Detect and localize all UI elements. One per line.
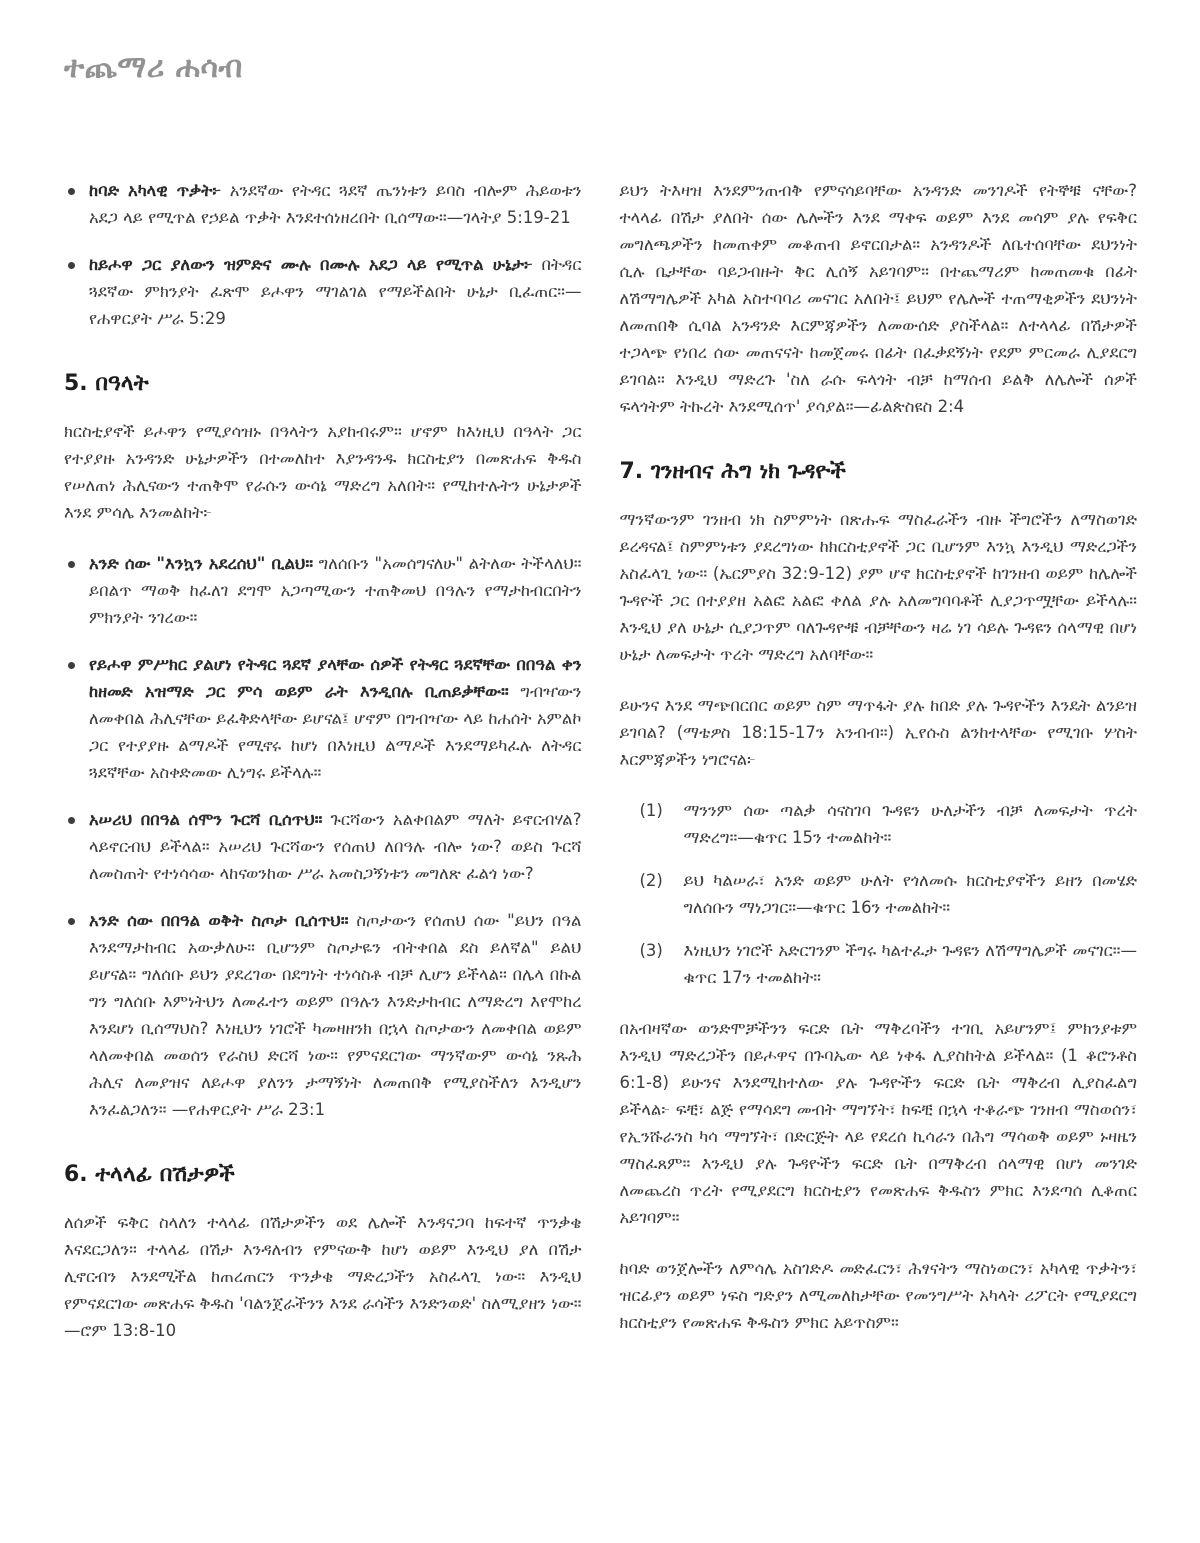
bullet-text: በትዳር ጓደኛው ምክንያት ፈጽሞ ይሖዋን ማገልገል የማይችልበት ሁኔታ ቢፈጠር።—የሐዋርያት ሥራ 5:29 xyxy=(89,255,582,328)
bullet-lead: አንድ ሰው በበዓል ወቅት ስጦታ ቢሰጥህ። xyxy=(89,911,349,930)
section6-body: ለሰዎች ፍቅር ስላለን ተላላፊ በሽታዎችን ወደ ሌሎች እንዳናጋባ ከፍተኛ ጥንቃቄ እናደርጋለን። ተላላፊ በሽታ እንዳለብን የምናውቅ ከሆነ ወይም እንዲህ ያለ በሽታ ሊኖርብን እንደሚችል ከጠረጠርን ጥንቃቄ ማድረጋችን አስፈላጊ ነው። እንዲህ የምናደርገው መጽሐፍ ቅዱስ 'ባልንጀራችንን እንደ ራሳችን እንድንወድ' ስለሚያዘን ነው።—ሮም 13:8-10 xyxy=(64,1213,582,1340)
section5-intro: ክርስቲያኖች ይሖዋን የሚያሳዝኑ በዓላትን አያከብሩም። ሆኖም ከእነዚህ በዓላት ጋር የተያያዙ አንዳንድ ሁኔታዎችን በተመለከተ እያንዳንዱ ክርስቲያን በመጽሐፍ ቅዱስ የሠለጠነ ሕሊናውን ተጠቅሞ የራሱን ውሳኔ ማድረግ አለበት። የሚከተሉትን ሁኔታዎች እንደ ምሳሌ እንመልከት፦ xyxy=(64,422,582,522)
bullet-item xyxy=(64,651,582,786)
section7-paragraph-3: በአብዛኛው ወንድሞቻችንን ፍርድ ቤት ማቅረባችን ተገቢ አይሆንም፤ ምክንያቱም እንዲህ ማድረጋችን በይሖዋና በጉባኤው ላይ ነቀፋ ሊያስከትል ይችላል። (1 ቆሮንቶስ 6:1-8) ይሁንና እንደሚከተለው ያሉ ጉዳዮችን ፍርድ ቤት ማቅረብ ሊያስፈልግ ይችላል፦ ፍቺ፣ ልጅ የማሳደግ መብት ማግኘት፣ ከፍቺ በኋላ ተቆራጭ ገንዘብ ማስወሰን፣ የኢንሹራንስ ካሳ ማግኘት፣ በድርጅት ላይ የደረሰ ኪሳራን በሕግ ማሳወቅ ወይም ኑዛዜን ማስፈጸም። እንዲህ ያሉ ጉዳዮችን ፍርድ ቤት በማቅረብ ሰላማዊ በሆነ መንገድ ለመጨረስ ጥረት የሚያደርግ ክርስቲያን የመጽሐፍ ቅዱስን ምክር እንደጣሰ ሊቆጠር አይገባም። xyxy=(619,1019,1137,1227)
step-text: እነዚህን ነገሮች አድርገንም ችግሩ ካልተፈታ ጉዳዩን ለሽማግሌዎች መናገር።—ቁጥር 17ን ተመልከት። xyxy=(683,941,1137,987)
step-number: (2) xyxy=(639,871,663,890)
step-text: ይህ ካልሠራ፣ አንድ ወይም ሁለት የጎለመሱ ክርስቲያኖችን ይዘን በመሄድ ግለሰቡን ማነጋገር።—ቁጥር 16ን ተመልከት። xyxy=(683,871,1137,917)
bullet-item xyxy=(64,806,582,887)
step-number: (1) xyxy=(639,801,663,820)
bullet-lead: አንድ ሰው "እንኳን አደረሰህ" ቢልህ። xyxy=(89,554,314,573)
step-item xyxy=(622,867,1138,921)
step-text: ማንንም ሰው ጣልቃ ሳናስገባ ጉዳዩን ሁለታችን ብቻ ለመፍታት ጥረት ማድረግ።—ቁጥር 15ን ተመልከት። xyxy=(683,801,1137,847)
jesus-steps-list xyxy=(622,797,1138,991)
bullet-lead: ከባድ አካላዊ ጥቃት፦ xyxy=(89,181,222,200)
bullet-text: ስጦታውን የሰጠህ ሰው "ይህን በዓል እንደማታከብር አውቃለሁ። ቢሆንም ስጦታዬን ብትቀበል ደስ ይለኛል" ይልህ ይሆናል። ግለሰቡ ይህን ያደረገው በደግነት ተነሳስቶ ብቻ ሊሆን ይችላል። በሌላ በኩል ግን ግለሰቡ እምነትህን ለመፈተን ወይም በዓሉን እንድታከብር ለማድረግ እየሞከረ እንደሆነ ቢሰማህስ? እነዚህን ነገሮች ካመዛዘንክ በኋላ ስጦታውን ለመቀበል ወይም ላለመቀበል መወሰን የራስህ ድርሻ ነው። የምናደርገው ማንኛውም ውሳኔ ንጹሕ ሕሊና ለመያዝና ለይሖዋ ያለንን ታማኝነት ለመጠበቅ የሚያስችለን እንዲሆን እንፈልጋለን። —የሐዋርያት ሥራ 23:1 xyxy=(89,911,582,1119)
section-heading-6: 6. ተላላፊ በሽታዎች xyxy=(64,1162,235,1187)
section7-paragraph-1: ማንኛውንም ገንዘብ ነክ ስምምነት በጽሑፍ ማስፈራችን ብዙ ችግሮችን ለማስወገድ ይረዳናል፤ ስምምነቱን ያደረግነው ከክርስቲያኖች ጋር ቢሆንም እንኳ እንዲህ ማድረጋችን አስፈላጊ ነው። (ኤርምያስ 32:9-12) ያም ሆኖ ክርስቲያኖች ከገንዘብ ወይም ከሌሎች ጉዳዮች ጋር በተያያዘ አልፎ አልፎ ቀለል ያሉ አለመግባባቶች ሊያጋጥሟቸው ይችላሉ። እንዲህ ያለ ሁኔታ ሲያጋጥም ባለጉዳዮቹ ብቻቸውን ዛሬ ነገ ሳይሉ ጉዳዩን ሰላማዊ በሆነ ሁኔታ ለመፍታት ጥረት ማድረግ አለባቸው። xyxy=(619,510,1137,664)
step-item xyxy=(622,937,1138,991)
bullet-item xyxy=(64,177,582,231)
bullet-item xyxy=(64,550,582,631)
right-intro-paragraph: ይህን ትእዛዝ እንደምንጠብቅ የምናሳይባቸው አንዳንድ መንገዶች የትኞቹ ናቸው? ተላላፊ በሽታ ያለበት ሰው ሌሎችን እንደ ማቀፍ ወይም እንደ መሳም ያሉ የፍቅር መግለጫዎችን ከመጠቀም መቆጠብ ይኖርበታል። አንዳንዶች ለቤተሰባቸው ደህንነት ሲሉ ቤታቸው ባይጋብዙት ቅር ሊሰኝ አይገባም። በተጨማሪም ከመጠመቁ በፊት ለሽማግሌዎች አካል አስተባባሪ መናገር አለበት፤ ይህም የሌሎች ተጠማቂዎችን ደህንነት ለመጠበቅ ሲባል አንዳንድ እርምጃዎችን ለመውሰድ ያስችላል። ለተላላፊ በሽታዎች ተጋላጭ የነበረ ሰው መጠናናት ከመጀመሩ በፊት በፈቃደኝነት የደም ምርመራ ሊያደርግ ይገባል። እንዲህ ማድረጉ 'ስለ ራሱ ፍላጎት ብቻ ከማሰብ ይልቅ ለሌሎች ሰዎች ፍላጎትም ትኩረት እንደሚሰጥ' ያሳያል።—ፊልጵስዩስ 2:4 xyxy=(619,181,1137,416)
top-bullet-list xyxy=(64,177,582,332)
section7-paragraph-2: ይሁንና እንደ ማጭበርበር ወይም ስም ማጥፋት ያሉ ከበድ ያሉ ጉዳዮችን እንዴት ልንይዝ ይገባል? (ማቴዎስ 18:15-17ን አንብብ።) ኢየሱስ ልንከተላቸው የሚገቡ ሦስት እርምጃዎችን ነግሮናል፦ xyxy=(619,696,1137,769)
column-right xyxy=(620,177,1138,1336)
step-number: (3) xyxy=(639,941,663,960)
section-heading-7: 7. ገንዘብና ሕግ ነክ ጉዳዮች xyxy=(619,459,846,484)
column-left xyxy=(64,177,582,1344)
bullet-text: ጉርሻውን አልቀበልም ማለት ይኖርብሃል? ላይኖርብህ ይችላል። አሠሪህ ጉርሻውን የሰጠህ ለበዓሉ ብሎ ነው? ወይስ ጉርሻ ለመስጠት የተነሳሳው ላከናወንከው ሥራ አመስጋኝነቱን መግለጽ ፈልጎ ነው? xyxy=(89,810,582,883)
page-title: ተጨማሪ ሐሳብ xyxy=(64,50,243,85)
bullet-text: ግለሰቡን "አመሰግናለሁ" ልትለው ትችላለህ። ይበልጥ ማወቅ ከፈለገ ደግሞ አጋጣሚውን ተጠቅመህ በዓሉን የማታከብርበትን ምክንያት ንገረው። xyxy=(89,554,582,627)
step-item xyxy=(622,797,1138,851)
bullet-lead: የይሖዋ ምሥክር ያልሆነ የትዳር ጓደኛ ያላቸው ሰዎች የትዳር ጓደኛቸው በበዓል ቀን ከዘመድ አዝማድ ጋር ምሳ ወይም ራት እንዲበሉ ቢጠይቃቸው። xyxy=(89,655,582,701)
bullet-item xyxy=(64,251,582,332)
bullet-lead: ከይሖዋ ጋር ያለውን ዝምድና ሙሉ በሙሉ አደጋ ላይ የሚጥል ሁኔታ፦ xyxy=(89,255,533,274)
two-column-layout xyxy=(64,177,1137,1344)
bullet-text: ግብዣውን ለመቀበል ሕሊናቸው ይፈቅድላቸው ይሆናል፤ ሆኖም በግብዣው ላይ ከሐሰት አምልኮ ጋር የተያያዙ ልማዶች የሚኖሩ ከሆነ በእነዚህ ልማዶች እንደማይካፈሉ ለትዳር ጓደኛቸው አስቀድመው ሊነግሩ ይችላሉ። xyxy=(89,682,582,782)
bullet-lead: አሠሪህ በበዓል ሰሞን ጉርሻ ቢሰጥህ። xyxy=(89,810,323,829)
section-heading-5: 5. በዓላት xyxy=(64,371,149,396)
bullet-text: አንደኛው የትዳር ጓደኛ ጤንነቱን ይባስ ብሎም ሕይወቱን አደጋ ላይ የሚጥል የኃይል ጥቃት እንደተሰነዘረበት ቢሰማው።—ገላትያ 5:19-21 xyxy=(89,181,582,227)
bullet-item xyxy=(64,907,582,1123)
section7-paragraph-4: ከባድ ወንጀሎችን ለምሳሌ አስገድዶ መድፈርን፣ ሕፃናትን ማስነወርን፣ አካላዊ ጥቃትን፣ ዝርፊያን ወይም ነፍስ ግድያን ለሚመለከታቸው የመንግሥት አካላት ሪፖርት የሚያደርግ ክርስቲያን የመጽሐፍ ቅዱስን ምክር አይጥስም። xyxy=(619,1259,1137,1332)
section5-bullet-list xyxy=(64,550,582,1123)
